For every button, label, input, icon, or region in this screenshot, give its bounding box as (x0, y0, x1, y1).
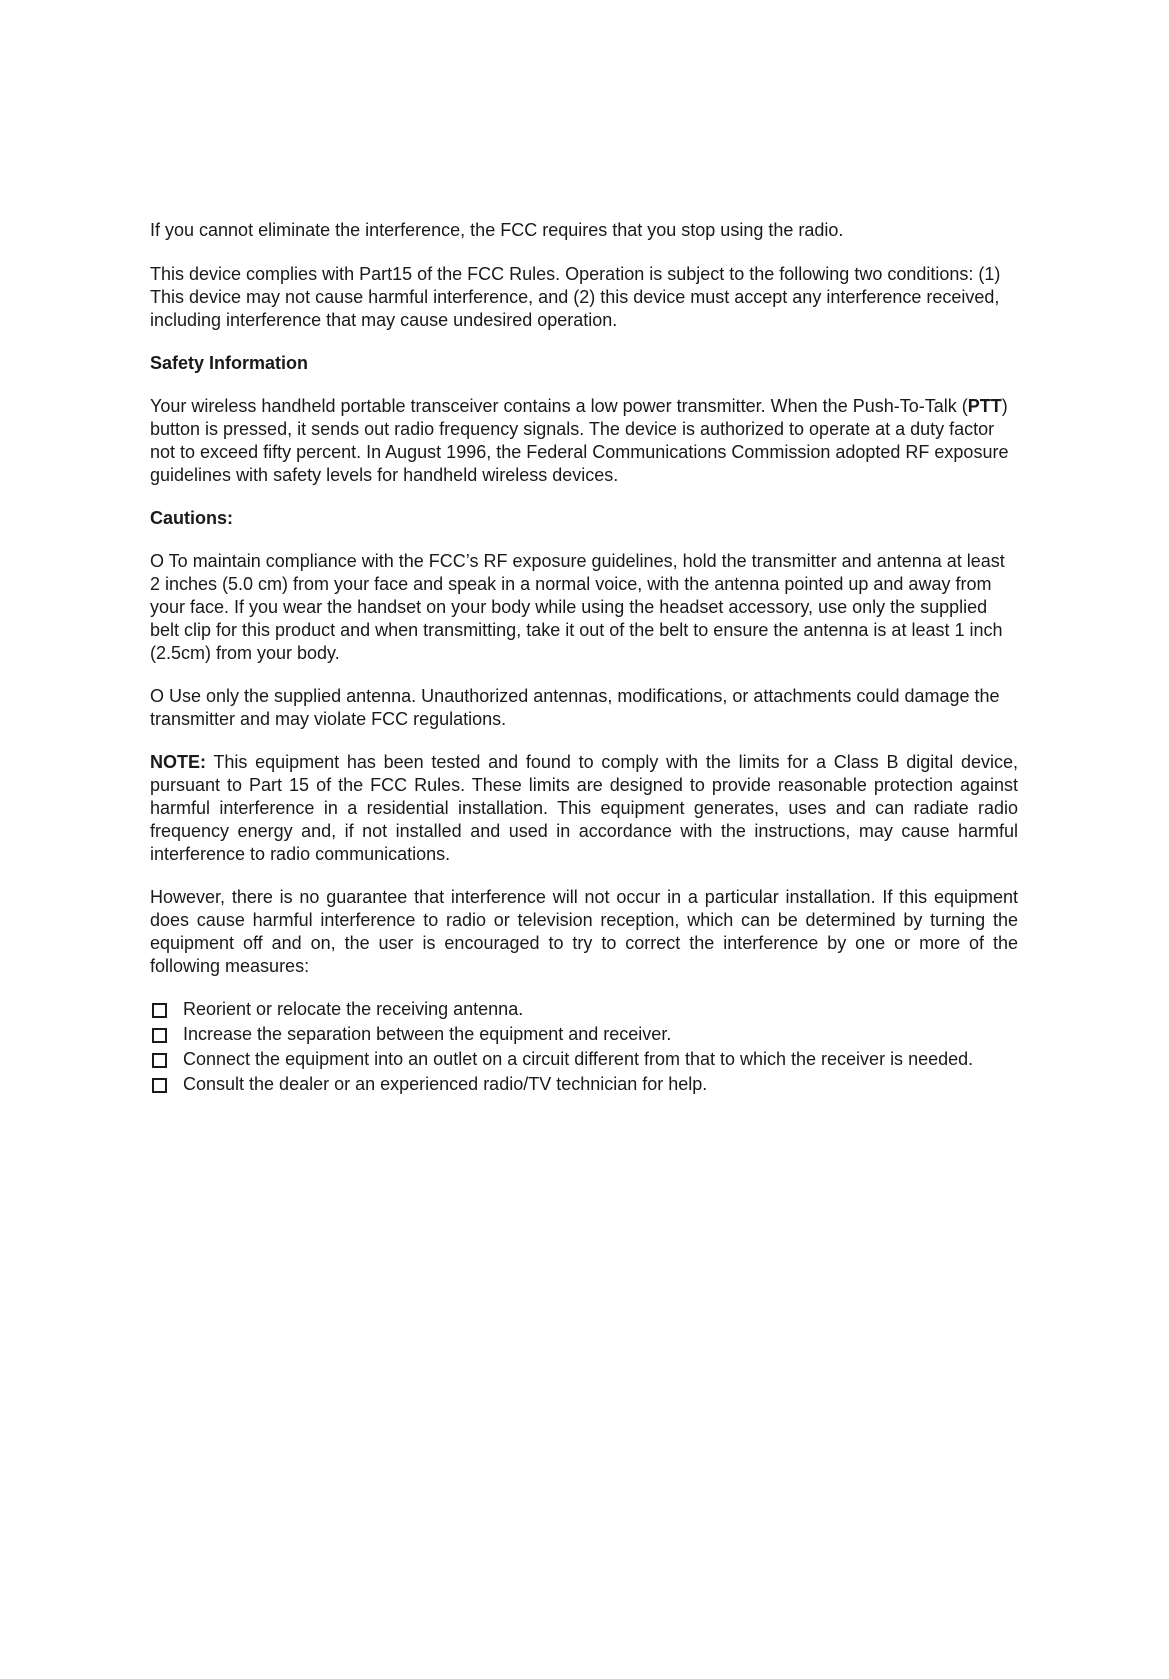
part15-paragraph: This device complies with Part15 of the FCC Rules. Operation is subject to the following two conditions: (1) This device may not cause harmful interference, and (2) this device must accept any interference received, including interference that may cause undesired operation. (150, 264, 1001, 330)
cautions-heading: Cautions: (150, 508, 233, 528)
safety-heading: Safety Information (150, 353, 309, 373)
measure-item (150, 1023, 1018, 1046)
checkbox-square-icon (152, 1053, 167, 1068)
note-paragraph (150, 751, 1018, 866)
measure-text: Consult the dealer or an experienced radio/TV technician for help. (183, 1074, 708, 1094)
measure-item (150, 1073, 1018, 1096)
safety-text-after: ) button is pressed, it sends out radio frequency signals. The device is authorized to operate at a duty factor not to exceed fifty percent. In August 1996, the Federal Communications Commission adopted RF exposure guidelines with safety levels for handheld wireless devices. (150, 396, 1009, 485)
checkbox-square-icon (152, 1078, 167, 1093)
measure-text: Connect the equipment into an outlet on a circuit different from that to which the receiver is needed. (183, 1049, 974, 1069)
checkbox-square-icon (152, 1003, 167, 1018)
measure-item (150, 1048, 1018, 1071)
checkbox-square-icon (152, 1028, 167, 1043)
safety-text-before: Your wireless handheld portable transceiver contains a low power transmitter. When the Push-To-Talk ( (150, 396, 968, 416)
caution-item: O Use only the supplied antenna. Unauthorized antennas, modifications, or attachments could damage the transmitter and may violate FCC regulations. (150, 686, 1000, 729)
ptt-label: PTT (967, 396, 1002, 416)
caution-item: O To maintain compliance with the FCC’s RF exposure guidelines, hold the transmitter and antenna at least 2 inches (5.0 cm) from your face and speak in a normal voice, with the antenna pointed up and away from your face. If you wear the handset on your body while using the headset accessory, use only the supplied belt clip for this product and when transmitting, take it out of the belt to ensure the antenna is at least 1 inch (2.5cm) from your body. (150, 551, 1005, 663)
measure-item (150, 998, 1018, 1021)
note-label: NOTE: (150, 752, 206, 772)
measures-list (150, 998, 1018, 1096)
measure-text: Reorient or relocate the receiving antenna. (183, 999, 524, 1019)
document-page (150, 219, 1018, 1098)
stop-using-paragraph: If you cannot eliminate the interference, the FCC requires that you stop using the radio. (150, 220, 844, 240)
note-text: This equipment has been tested and found to comply with the limits for a Class B digital device, pursuant to Part 15 of the FCC Rules. These limits are designed to provide reasonable protection against harmful interference in a residential installation. This equipment generates, uses and can radiate radio frequency energy and, if not installed and used in accordance with the instructions, may cause harmful interference to radio communications. (150, 752, 1018, 864)
safety-paragraph (150, 395, 1018, 487)
however-paragraph: However, there is no guarantee that interference will not occur in a particular installation. If this equipment does cause harmful interference to radio or television reception, which can be determined by turning the equipment off and on, the user is encouraged to try to correct the interference by one or more of the following measures: (150, 887, 1018, 976)
measure-text: Increase the separation between the equipment and receiver. (183, 1024, 672, 1044)
